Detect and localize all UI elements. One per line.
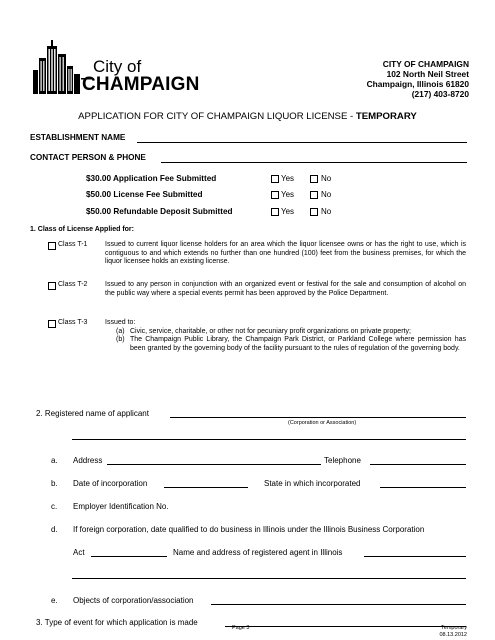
license-fee-yes-checkbox[interactable] — [271, 191, 279, 199]
item-d-mark: d. — [51, 525, 58, 534]
class-t3-item-b-mark: (b) — [116, 336, 125, 344]
address-field[interactable] — [107, 464, 321, 465]
applicant-name-label: 2. Registered name of applicant — [36, 409, 149, 418]
class-t3-description — [105, 319, 466, 353]
license-fee-no-label: No — [321, 190, 332, 199]
class-t3-item-a-mark: (a) — [116, 327, 125, 335]
event-type-field[interactable] — [225, 626, 466, 627]
deposit-yes-label: Yes — [281, 207, 295, 216]
logo-city-text: City of — [93, 57, 142, 76]
applicant-name-field[interactable] — [170, 417, 466, 418]
address-line-1: CITY OF CHAMPAIGN — [382, 59, 469, 69]
incorporation-date-field[interactable] — [164, 487, 248, 488]
event-type-label: 3. Type of event for which application is made — [36, 618, 198, 627]
deposit-label: $50.00 Refundable Deposit Submitted — [86, 207, 233, 216]
telephone-label: Telephone — [324, 456, 361, 465]
address-line-4: (217) 403-8720 — [411, 89, 469, 99]
deposit-no-checkbox[interactable] — [310, 208, 318, 216]
license-fee-no-checkbox[interactable] — [310, 191, 318, 199]
class-t2-description: Issued to any person in conjunction with an organized event or festival for the sale and consumption of alcohol on the public way where a special events permit has been approved by the Police Department. — [105, 281, 466, 297]
act-date-field[interactable] — [91, 556, 167, 557]
page-number: Page 3 — [232, 625, 250, 631]
objects-label: Objects of corporation/association — [73, 596, 194, 605]
section1-heading: 1. Class of License Applied for: — [30, 226, 134, 233]
class-t3-checkbox[interactable] — [48, 320, 56, 328]
logo-name-text: CHAMPAIGN — [82, 74, 200, 95]
class-t3-item-a — [105, 328, 466, 337]
applicant-name-sublabel: (Corporation or Association) — [288, 420, 357, 426]
class-t3-item-b-text: The Champaign Public Library, the Champaign Park District, or Parkland College where permission has been granted by the governing body of the facility pursuant to the rules of regulation of the governing body. — [130, 336, 466, 352]
ein-label: Employer Identification No. — [73, 502, 169, 511]
class-t3-item-b — [105, 336, 466, 353]
license-fee-label: $50.00 License Fee Submitted — [86, 190, 203, 199]
footer-form-info — [439, 625, 467, 638]
item-c-mark: c. — [51, 502, 58, 511]
establishment-field[interactable] — [137, 142, 467, 143]
item-e-mark: e. — [51, 596, 58, 605]
address-line-3: Champaign, Illinois 61820 — [366, 79, 469, 89]
class-t3-label: Class T-3 — [58, 319, 88, 326]
incorporation-date-label: Date of incorporation — [73, 479, 148, 488]
class-t1-label: Class T-1 — [58, 241, 88, 248]
registered-agent-field[interactable] — [364, 556, 466, 557]
title-main: APPLICATION FOR CITY OF CHAMPAIGN LIQUOR LICENSE - — [78, 111, 356, 122]
city-logo — [33, 38, 213, 96]
address-label: Address — [73, 456, 103, 465]
establishment-label: ESTABLISHMENT NAME — [30, 133, 126, 142]
application-fee-no-label: No — [321, 174, 332, 183]
applicant-name-field-2[interactable] — [72, 439, 466, 440]
incorporation-state-field[interactable] — [380, 487, 466, 488]
act-label: Act — [73, 548, 85, 557]
license-fee-yes-label: Yes — [281, 190, 295, 199]
class-t2-checkbox[interactable] — [48, 282, 56, 290]
deposit-no-label: No — [321, 207, 332, 216]
footer-form-date: 08.13.2012 — [439, 631, 467, 638]
title-emphasis: TEMPORARY — [355, 111, 417, 122]
city-address — [367, 59, 469, 99]
foreign-corporation-label: If foreign corporation, date qualified to do business in Illinois under the Illinois Business Corporation — [73, 525, 425, 534]
application-fee-yes-label: Yes — [281, 174, 295, 183]
telephone-field[interactable] — [370, 464, 466, 465]
registered-agent-label: Name and address of registered agent in Illinois — [173, 548, 343, 557]
item-b-mark: b. — [51, 479, 58, 488]
class-t1-checkbox[interactable] — [48, 242, 56, 250]
page-title — [0, 111, 495, 122]
footer-form-name: Temporary — [441, 625, 467, 631]
class-t3-item-a-text: Civic, service, charitable, or other not for pecuniary profit organizations on private property; — [130, 327, 411, 335]
class-t1-description: Issued to current liquor license holders for an area which the liquor licensee owns or has the right to use, which is contiguous to and which extends no further than one hundred (100) feet from the business premises, for which the liquor licensee holds an existing license. — [105, 241, 466, 266]
class-t3-intro: Issued to: — [105, 319, 136, 326]
application-fee-yes-checkbox[interactable] — [271, 175, 279, 183]
objects-field[interactable] — [211, 604, 466, 605]
address-line-2: 102 North Neil Street — [386, 69, 469, 79]
incorporation-state-label: State in which incorporated — [264, 479, 361, 488]
contact-field[interactable] — [161, 162, 467, 163]
item-a-mark: a. — [51, 456, 58, 465]
application-fee-no-checkbox[interactable] — [310, 175, 318, 183]
contact-label: CONTACT PERSON & PHONE — [30, 153, 146, 162]
class-t2-label: Class T-2 — [58, 281, 88, 288]
registered-agent-field-2[interactable] — [72, 578, 466, 579]
application-fee-label: $30.00 Application Fee Submitted — [86, 174, 217, 183]
deposit-yes-checkbox[interactable] — [271, 208, 279, 216]
